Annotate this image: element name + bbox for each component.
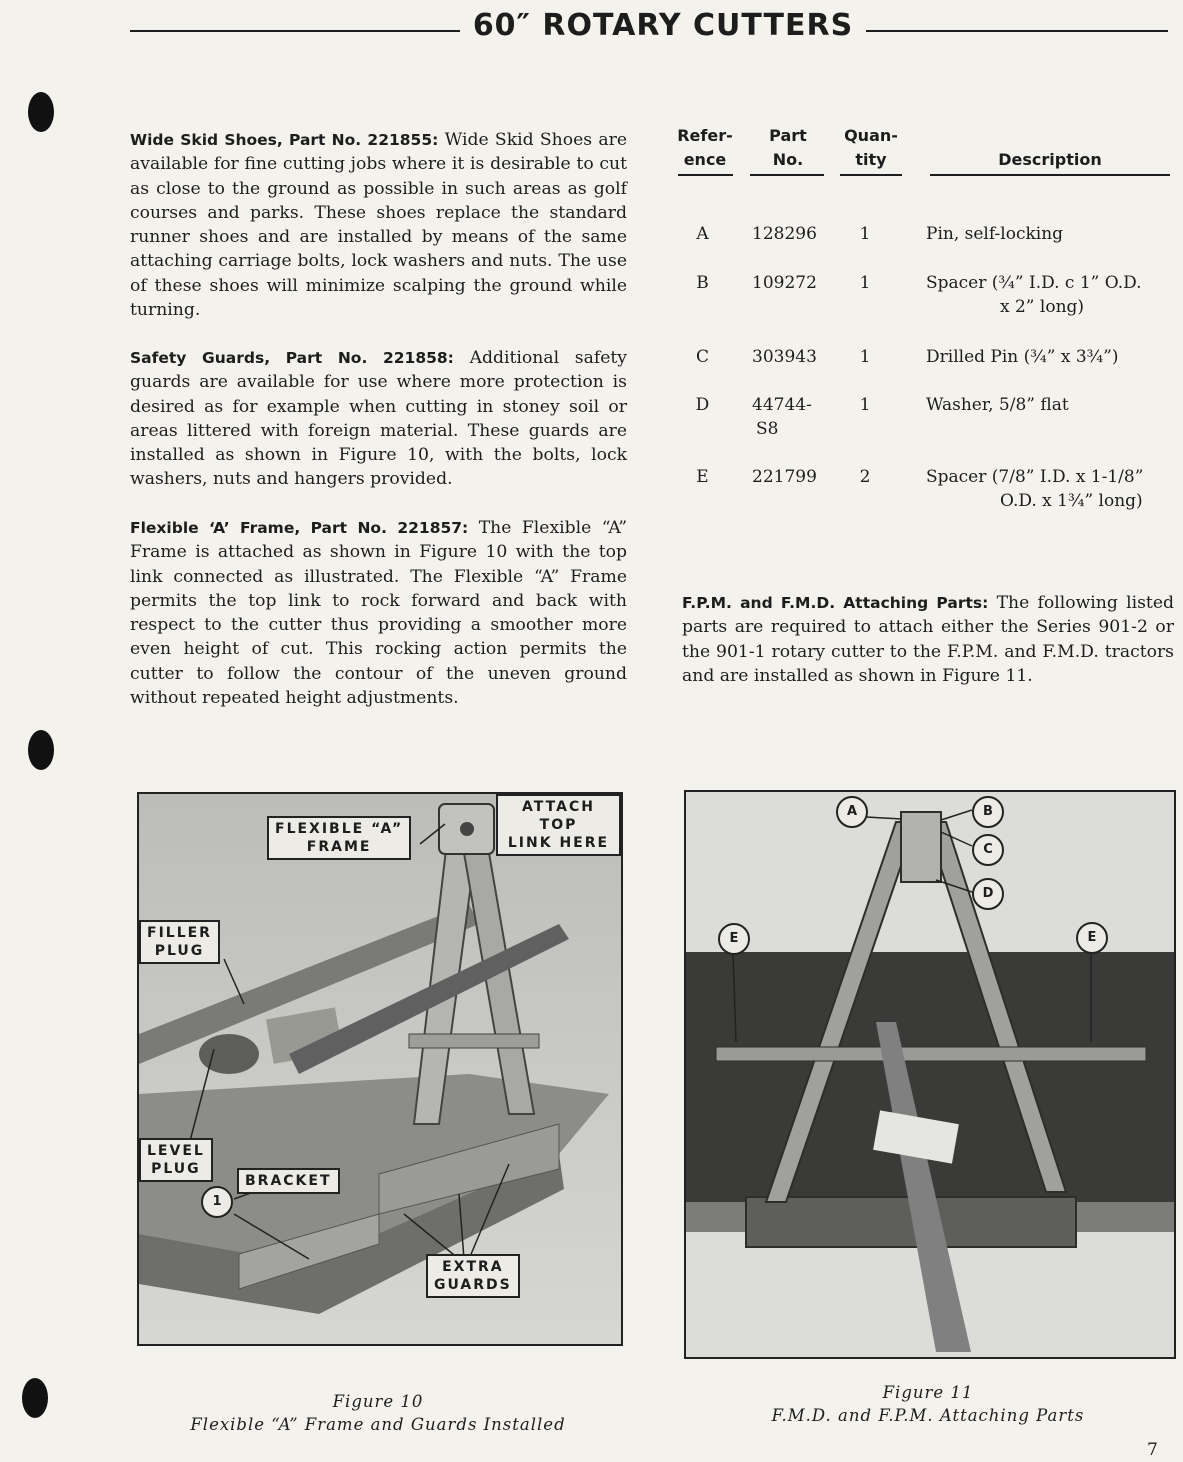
row-a-qty: 1 bbox=[859, 224, 871, 244]
header-part-line1: Part bbox=[769, 126, 807, 145]
paragraph-skid-shoes bbox=[130, 128, 627, 322]
label-b: B bbox=[972, 796, 1004, 828]
callout-flexible-a-frame-line2: FRAME bbox=[306, 839, 372, 855]
figure-11-caption bbox=[684, 1381, 1172, 1427]
safety-guards-heading: Safety Guards, Part No. 221858: bbox=[130, 349, 454, 367]
label-a: A bbox=[836, 796, 868, 828]
header-part-line2: No. bbox=[772, 150, 804, 169]
paragraph-fpm-fmd bbox=[682, 591, 1174, 688]
callout-extra-guards-line2: GUARDS bbox=[434, 1277, 512, 1293]
a-frame-text: The Flexible “A” Frame is attached as shown in Figure 10 with the top link connected as illustrated. The Flexible “A” Frame permits the top link to rock forward and back with respect to the cutter thus providing a smoother more even height of cut. This rocking action permits the cutter to follow the contour of the uneven ground without repeated height adjustments. bbox=[130, 518, 627, 709]
figure-11-illustration bbox=[686, 792, 1174, 1357]
table-header-quantity bbox=[840, 124, 902, 172]
row-c-qty: 1 bbox=[859, 347, 871, 367]
title-rule-right bbox=[866, 30, 1168, 32]
row-d-part-line2: S8 bbox=[756, 419, 779, 439]
page-title: 60″ ROTARY CUTTERS bbox=[472, 8, 854, 43]
header-description: Description bbox=[998, 150, 1102, 169]
figure-10-illustration bbox=[139, 794, 621, 1344]
callout-bracket bbox=[237, 1168, 340, 1194]
callout-attach-top-link-line1: ATTACH TOP bbox=[522, 799, 595, 833]
safety-guards-text: Additional safety guards are available for use where more protection is desired as for example when cutting in stoney soil or areas littered with foreign material. These guards are installed as shown in Figure 10, with the bolts, lock washers, nuts and hangers provided. bbox=[130, 348, 627, 490]
row-e-desc-line1: Spacer (7/8” I.D. x 1-1/8” bbox=[926, 467, 1144, 487]
row-b-desc-line1: Spacer (¾” I.D. c 1” O.D. bbox=[926, 273, 1142, 293]
callout-number-1: 1 bbox=[201, 1186, 233, 1218]
fpm-fmd-heading: F.P.M. and F.M.D. Attaching Parts: bbox=[682, 594, 989, 612]
row-a-part: 128296 bbox=[752, 224, 817, 244]
title-rule-left bbox=[130, 30, 460, 32]
callout-flexible-a-frame-line1: FLEXIBLE “A” bbox=[275, 821, 404, 837]
row-d-qty: 1 bbox=[859, 395, 871, 415]
figure-10-caption bbox=[137, 1390, 619, 1436]
row-e-qty: 2 bbox=[859, 467, 871, 487]
header-quantity-line1: Quan- bbox=[844, 126, 898, 145]
row-b-ref: B bbox=[696, 273, 709, 293]
row-e-part: 221799 bbox=[752, 467, 817, 487]
row-c-ref: C bbox=[695, 347, 709, 367]
callout-extra-guards-line1: EXTRA bbox=[442, 1259, 504, 1275]
table-header-reference bbox=[676, 124, 734, 172]
paragraph-safety-guards bbox=[130, 346, 627, 492]
label-d: D bbox=[972, 878, 1004, 910]
callout-extra-guards bbox=[426, 1254, 520, 1298]
table-header-part-no bbox=[752, 124, 824, 172]
binder-hole-middle bbox=[28, 730, 54, 770]
figure-11-caption-text: F.M.D. and F.P.M. Attaching Parts bbox=[771, 1406, 1085, 1425]
page-number: 7 bbox=[1147, 1440, 1158, 1460]
row-b-qty: 1 bbox=[859, 273, 871, 293]
fpm-fmd-text: The following listed parts are required to attach either the Series 901-2 or the 901-1 rotary cutter to the F.P.M. and F.M.D. tractors and are installed as shown in Figure 11. bbox=[682, 593, 1174, 686]
binder-hole-bottom bbox=[22, 1378, 48, 1418]
row-e-desc-line2: O.D. x 1¾” long) bbox=[1000, 491, 1143, 511]
callout-level-plug bbox=[139, 1138, 213, 1182]
label-e-right: E bbox=[1076, 922, 1108, 954]
callout-flexible-a-frame bbox=[267, 816, 411, 860]
callout-attach-top-link-line2: LINK HERE bbox=[507, 835, 610, 851]
table-header-rule bbox=[930, 174, 1170, 176]
callout-filler-plug-line2: PLUG bbox=[154, 943, 205, 959]
label-c: C bbox=[972, 834, 1004, 866]
row-e-desc bbox=[926, 465, 1176, 513]
row-a-desc: Pin, self-locking bbox=[926, 224, 1064, 244]
table-header-rule bbox=[678, 174, 733, 176]
row-d-part bbox=[752, 393, 827, 441]
row-b-desc bbox=[926, 271, 1176, 319]
row-c-desc: Drilled Pin (¾” x 3¾”) bbox=[926, 347, 1119, 367]
callout-level-plug-line2: PLUG bbox=[151, 1161, 201, 1177]
row-d-part-line1: 44744- bbox=[752, 395, 812, 415]
table-header-rule bbox=[840, 174, 902, 176]
row-b-desc-line2: x 2” long) bbox=[1000, 297, 1085, 317]
row-b-part: 109272 bbox=[752, 273, 817, 293]
row-a-ref: A bbox=[696, 224, 709, 244]
row-d-desc: Washer, 5/8” flat bbox=[926, 395, 1069, 415]
row-d-ref: D bbox=[695, 395, 710, 415]
header-reference-line2: ence bbox=[683, 150, 727, 169]
header-quantity-line2: tity bbox=[855, 150, 887, 169]
row-c-part: 303943 bbox=[752, 347, 817, 367]
figure-10-caption-text: Flexible “A” Frame and Guards Installed bbox=[190, 1415, 566, 1434]
header-reference-line1: Refer- bbox=[677, 126, 733, 145]
skid-shoes-text: Wide Skid Shoes are available for fine cutting jobs where it is desirable to cut as close to the ground as possible in such areas as golf courses and parks. These shoes replace the standard runner shoes and are installed by means of the same attaching carriage bolts, lock washers and nuts. The use of these shoes will minimize scalping the ground while turning. bbox=[130, 130, 627, 321]
callout-attach-top-link bbox=[496, 794, 621, 856]
binder-hole-top bbox=[28, 92, 54, 132]
figure-11-photo bbox=[684, 790, 1176, 1359]
callout-filler-plug-line1: FILLER bbox=[147, 925, 212, 941]
a-frame-heading: Flexible ‘A’ Frame, Part No. 221857: bbox=[130, 519, 469, 537]
figure-10-caption-number: Figure 10 bbox=[332, 1392, 424, 1411]
callout-filler-plug bbox=[139, 920, 220, 964]
figure-10-photo bbox=[137, 792, 623, 1346]
row-e-ref: E bbox=[696, 467, 709, 487]
figure-11-caption-number: Figure 11 bbox=[882, 1383, 974, 1402]
skid-shoes-heading: Wide Skid Shoes, Part No. 221855: bbox=[130, 131, 439, 149]
label-e-left: E bbox=[718, 923, 750, 955]
table-header-rule bbox=[750, 174, 824, 176]
callout-bracket-label: BRACKET bbox=[245, 1173, 332, 1189]
callout-level-plug-line1: LEVEL bbox=[147, 1143, 205, 1159]
paragraph-a-frame bbox=[130, 516, 627, 710]
table-header-description bbox=[930, 148, 1170, 172]
